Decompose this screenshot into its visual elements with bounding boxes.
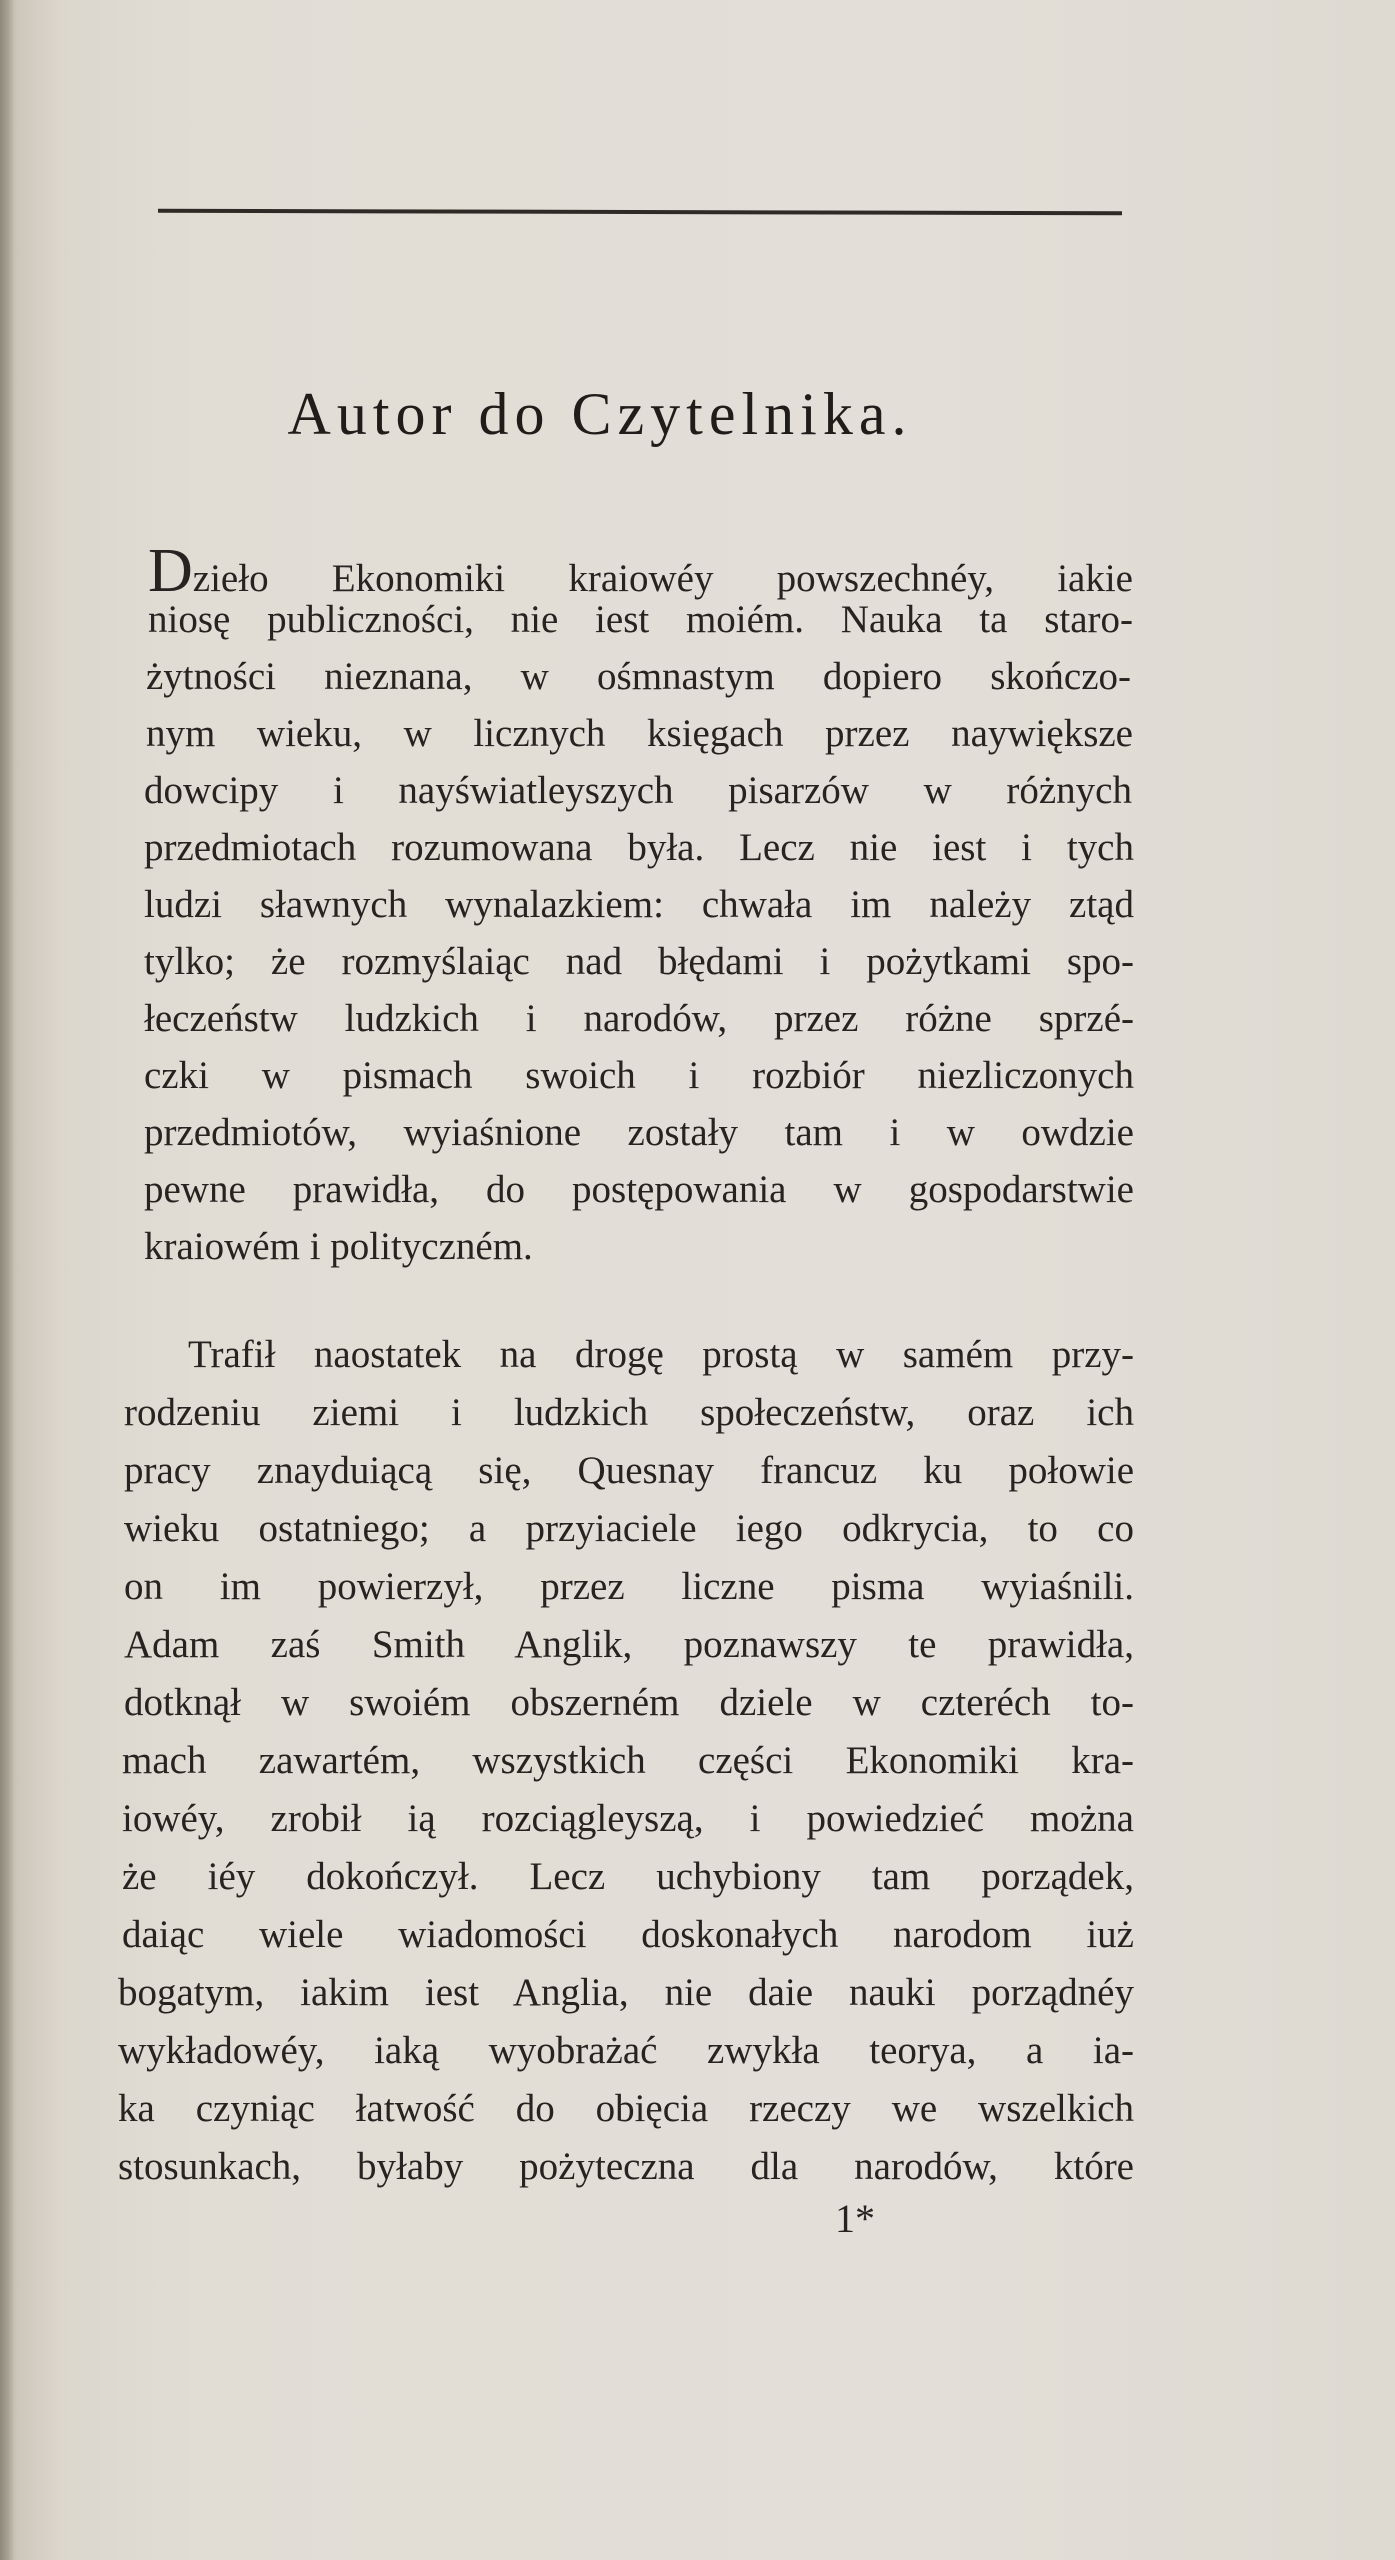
paragraph-1-line: dowcipy i nayświatleyszych pisarzów w różnych: [144, 769, 1132, 812]
paragraph-2-line: rodzeniu ziemi i ludzkich społeczeństw, oraz ich: [124, 1391, 1134, 1434]
paragraph-1-line: żytności nieznana, w ośmnastym dopiero skończo-: [146, 655, 1131, 698]
paragraph-1-line: przedmiotów, wyiaśnione zostały tam i w owdzie: [144, 1111, 1134, 1154]
paragraph-1-line: niosę publiczności, nie iest moiém. Nauka ta staro-: [148, 598, 1133, 641]
paragraph-2-line: daiąc wiele wiadomości doskonałych narodom iuż: [122, 1913, 1134, 1956]
binding-edge: [0, 0, 14, 2560]
paragraph-2-line: wieku ostatniego; a przyiaciele iego odkrycia, to co: [124, 1507, 1134, 1550]
page-heading: Autor do Czytelnika.: [287, 381, 913, 447]
paragraph-2-line: pracy znayduiącą się, Quesnay francuz ku połowie: [124, 1449, 1134, 1492]
drop-cap-letter: D: [148, 537, 193, 605]
paragraph-1-line: przedmiotach rozumowana była. Lecz nie iest i tych: [144, 826, 1134, 869]
paragraph-2-line: iowéy, zrobił ią rozciągleyszą, i powiedzieć można: [122, 1797, 1134, 1840]
paragraph-1-line: pewne prawidła, do postępowania w gospodarstwie: [144, 1168, 1134, 1211]
signature-mark: 1*: [835, 2196, 875, 2241]
paragraph-1-line: łeczeństw ludzkich i narodów, przez różne sprzé-: [144, 997, 1134, 1040]
paragraph-1-line: czki w pismach swoich i rozbiór niezliczonych: [144, 1054, 1134, 1097]
paragraph-2-line: bogatym, iakim iest Anglia, nie daie nauki porządnéy: [118, 1971, 1134, 2014]
header-rule: [158, 209, 1122, 216]
paragraph-2-line: dotknął w swoiém obszerném dziele w czteréch to-: [124, 1681, 1134, 1724]
paragraph-2-line: on im powierzył, przez liczne pisma wyiaśnili.: [124, 1565, 1134, 1608]
paragraph-2-line: Trafił naostatek na drogę prostą w samém przy-: [188, 1333, 1134, 1376]
paragraph-2-line: ka czyniąc łatwość do obięcia rzeczy we wszelkich: [118, 2087, 1134, 2130]
paragraph-1-line: ludzi sławnych wynalazkiem: chwała im należy ztąd: [144, 883, 1134, 926]
paragraph-2-line: stosunkach, byłaby pożyteczna dla narodów, które: [118, 2145, 1134, 2188]
paragraph-1-line: Dzieło Ekonomiki kraiowéy powszechnéy, iakie: [148, 537, 1133, 605]
paragraph-2-line: mach zawartém, wszystkich części Ekonomiki kra-: [122, 1739, 1134, 1782]
paragraph-2-line: Adam zaś Smith Anglik, poznawszy te prawidła,: [124, 1623, 1134, 1666]
paragraph-2-line: że iéy dokończył. Lecz uchybiony tam porządek,: [122, 1855, 1134, 1898]
paragraph-1-line: kraiowém i polityczném.: [144, 1225, 533, 1268]
paragraph-1-line: nym wieku, w licznych księgach przez naywiększe: [146, 712, 1133, 755]
paragraph-2-line: wykładowéy, iaką wyobrażać zwykła teorya, a ia-: [118, 2029, 1134, 2072]
paragraph-1-line: tylko; że rozmyślaiąc nad błędami i pożytkami spo-: [144, 940, 1134, 983]
